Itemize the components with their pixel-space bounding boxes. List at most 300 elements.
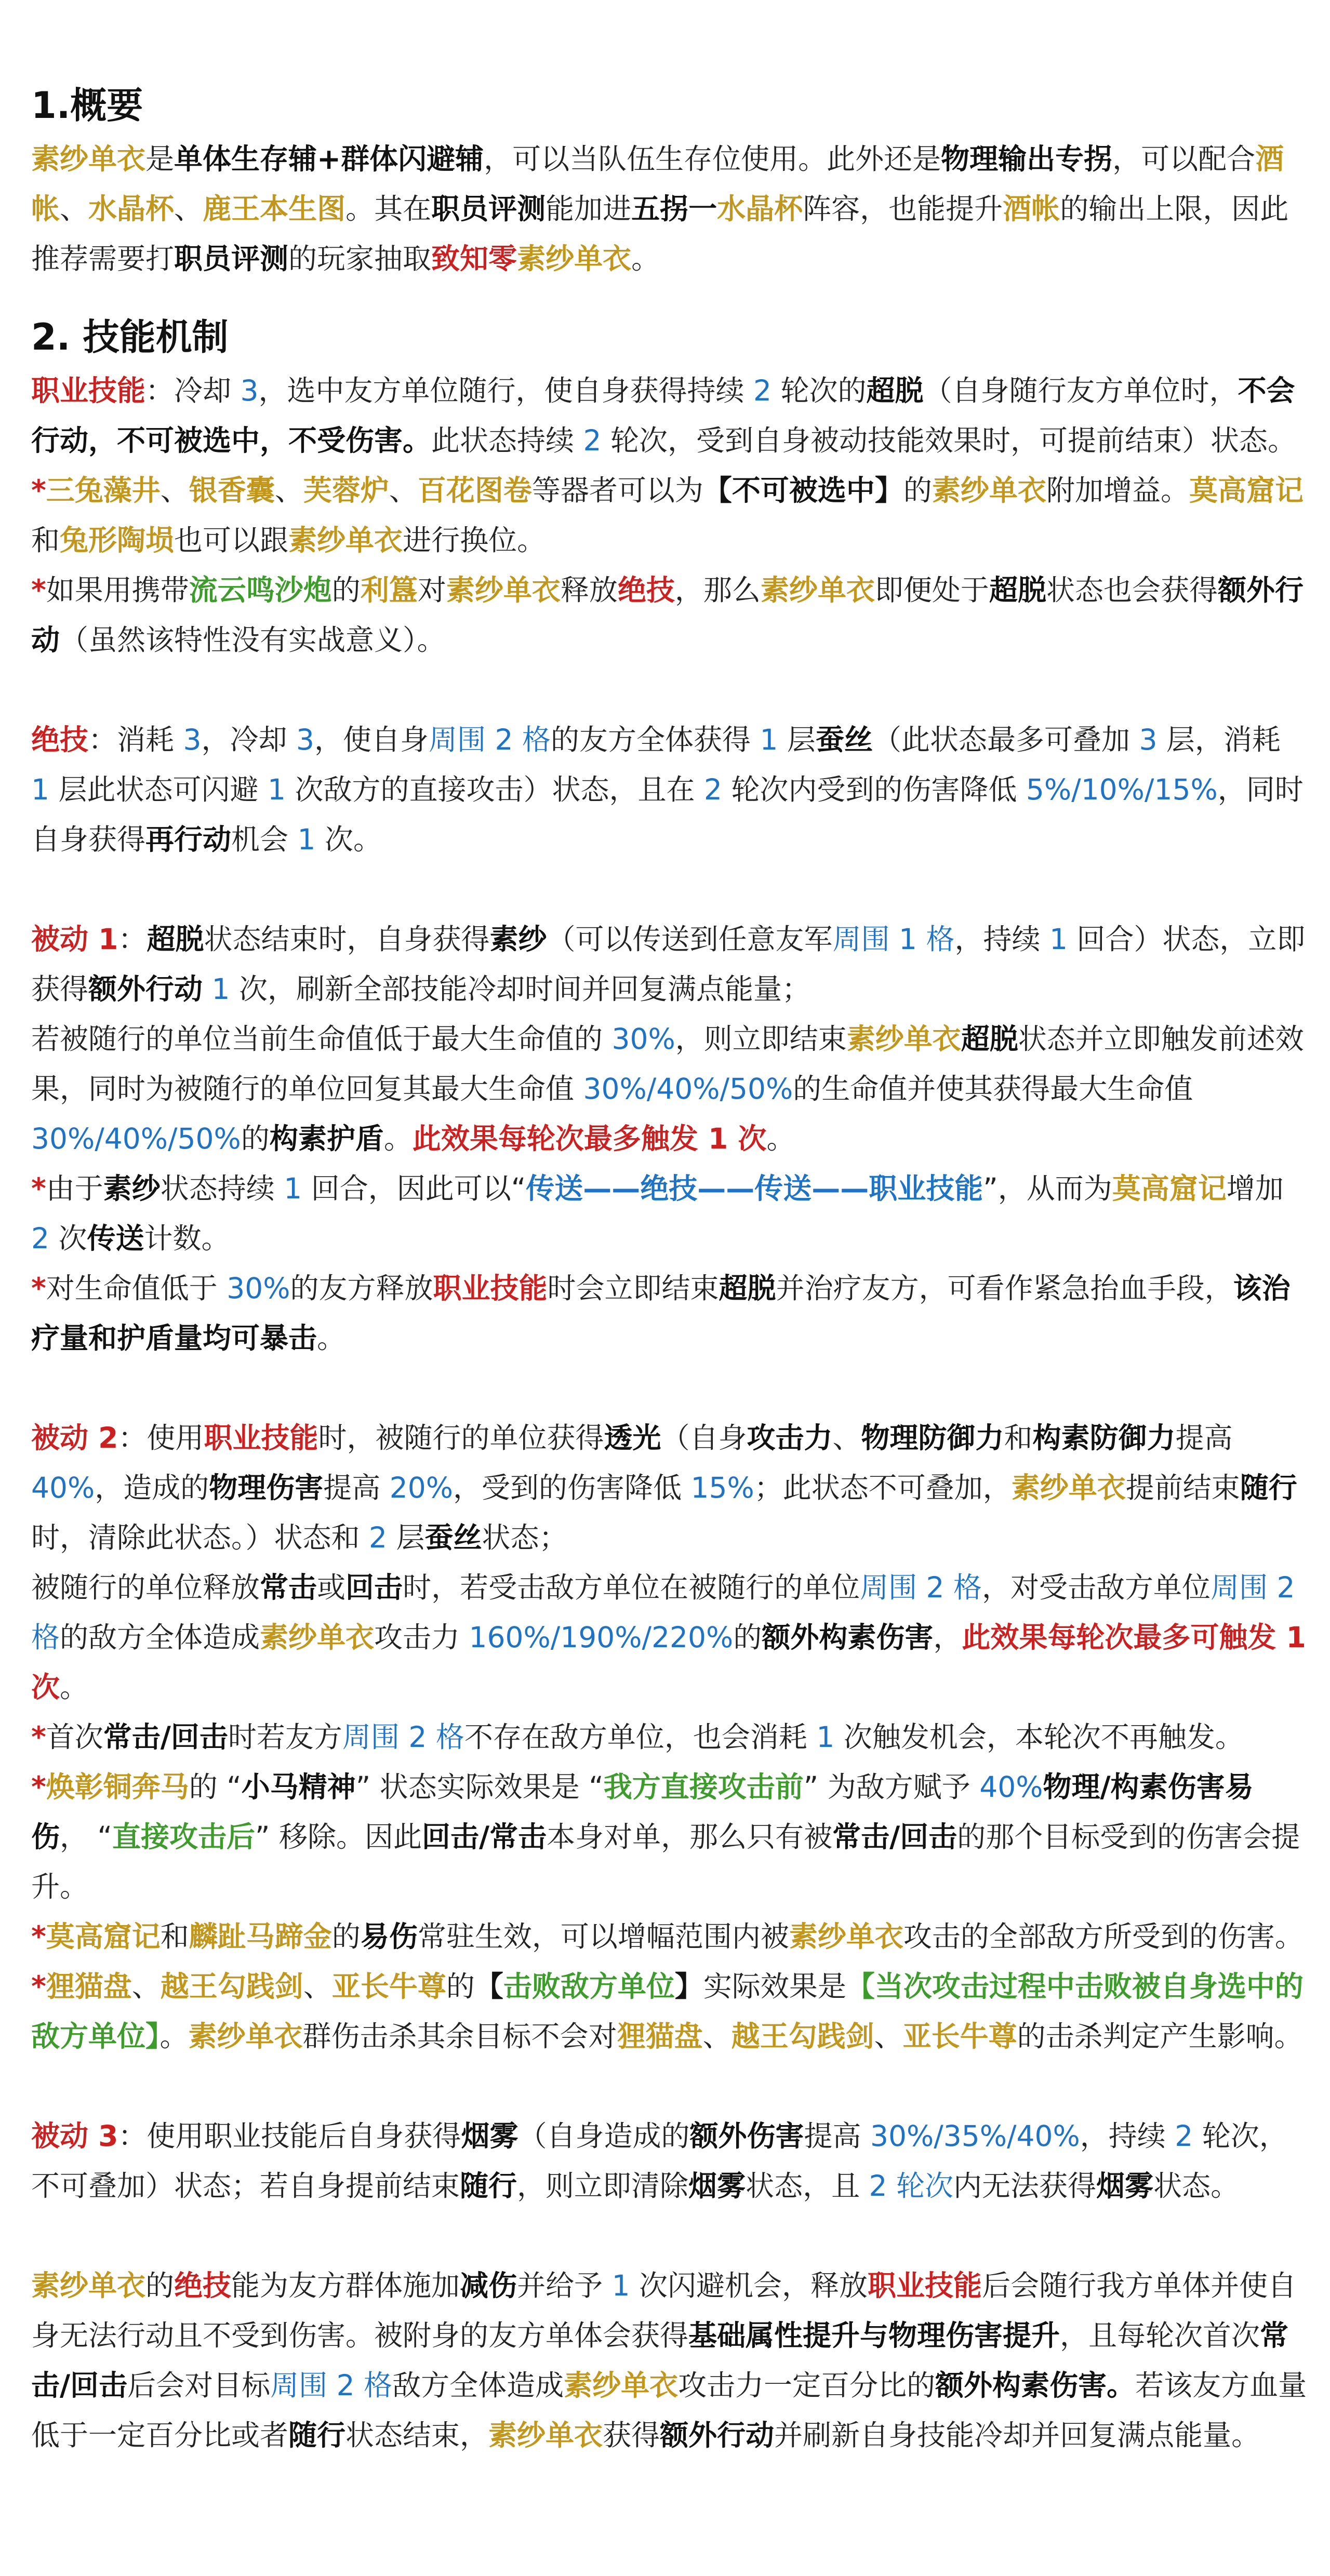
text: 轮次的	[771, 374, 867, 407]
bold-term: 烟雾	[688, 2169, 746, 2203]
red-keyword: 被动 3	[31, 2119, 118, 2153]
text: 的那个目标受到的伤害会提升。	[31, 1820, 1300, 1903]
blue-value: 20%	[389, 1471, 454, 1504]
bold-term: 不会行动，不可被选中，不受伤害。	[31, 374, 1295, 457]
bold-term: 烟雾	[461, 2119, 518, 2153]
text: 首次	[46, 1720, 103, 1754]
blue-value: 5%/10%/15%	[1026, 773, 1218, 806]
text: 、	[160, 474, 189, 507]
bold-term: 透光	[604, 1421, 661, 1454]
red-keyword: 绝技	[617, 573, 675, 607]
bold-term: 常击/回击	[832, 1820, 957, 1853]
gold-name: 素纱单衣	[846, 1022, 961, 1056]
text: 攻击力一定百分比的	[678, 2369, 936, 2402]
text: 状态；	[482, 1521, 568, 1554]
gold-name: 素纱单衣	[1011, 1471, 1126, 1504]
bold-term: 蚕丝	[424, 1521, 482, 1554]
blue-value: 2	[1175, 2119, 1193, 2153]
text: 、	[874, 2020, 903, 2053]
bold-term: 【	[474, 1970, 503, 2003]
red-keyword: *	[31, 474, 46, 507]
job-skill-paragraph	[31, 366, 1307, 465]
gold-name: 素纱单衣	[260, 1621, 375, 1654]
blue-value: 15%	[690, 1471, 754, 1504]
text: 。	[631, 242, 660, 275]
red-keyword: 职业技能	[433, 1272, 548, 1305]
gold-name: 素纱单衣	[288, 524, 403, 557]
red-keyword: 被动 1	[31, 923, 118, 956]
text: 敌方全体造成	[392, 2369, 564, 2402]
text: 轮次，受到自身被动技能效果时，可提前结束）状态。	[601, 424, 1296, 457]
bold-term: 【不可被选中】	[703, 474, 903, 507]
text: 或	[317, 1571, 346, 1604]
text: ，使自身	[314, 723, 429, 756]
text: 若该友方血量低于一定百分比或者	[31, 2369, 1307, 2452]
text: 即便处于	[874, 573, 989, 607]
text: ，则立即结束	[675, 1022, 847, 1056]
gold-name: 素纱单衣	[564, 2369, 679, 2402]
text: 不存在敌方单位，也会消耗	[464, 1720, 817, 1754]
text: 的敌方全体造成	[60, 1621, 260, 1654]
text: ， “	[60, 1820, 112, 1853]
text: ，持续	[1080, 2119, 1175, 2153]
blue-value: 周围 1 格	[832, 923, 955, 956]
text: 的生命值并使其获得最大生命值	[793, 1072, 1193, 1105]
bold-term: 小马精神	[241, 1770, 356, 1804]
red-keyword: *	[31, 573, 46, 607]
text: 和	[31, 524, 60, 557]
text: 的	[241, 1122, 270, 1155]
text: 的	[331, 1920, 361, 1953]
text: 和	[1004, 1421, 1033, 1454]
text: （可以传送到任意友军	[547, 923, 833, 956]
text: 的友方全体获得	[550, 723, 760, 756]
text: 层	[387, 1521, 425, 1554]
text: （自身造成的	[518, 2119, 690, 2153]
blue-value: 2 轮次	[869, 2169, 954, 2203]
text: 状态，且	[746, 2169, 869, 2203]
red-keyword: 绝技	[174, 2269, 232, 2302]
bold-term: 额外构素伤害	[762, 1621, 934, 1654]
gold-name: 百花图卷	[417, 474, 532, 507]
text: ，冷却	[201, 723, 296, 756]
blue-value: 30%/35%/40%	[870, 2119, 1080, 2153]
text: 的玩家抽取	[288, 242, 432, 275]
gold-name: 银香囊	[189, 474, 275, 507]
text: 。其在	[345, 192, 432, 225]
text: 是	[145, 142, 175, 176]
gold-name: 狸猫盘	[46, 1970, 132, 2003]
text: 次	[49, 1222, 87, 1255]
blue-value: 周围 2 格	[429, 723, 551, 756]
blue-value: 3	[1139, 723, 1158, 756]
red-keyword: *	[31, 1920, 46, 1953]
blue-value: 周围 2 格	[31, 1571, 1295, 1654]
text: 、	[832, 1421, 861, 1454]
text: ，同时自身获得	[31, 773, 1304, 856]
text: （此状态最多可叠加	[872, 723, 1139, 756]
text: 和	[160, 1920, 189, 1953]
text: 状态持续	[160, 1172, 284, 1205]
text: ，则立即清除	[517, 2169, 689, 2203]
passive-1-trigger	[31, 1014, 1307, 1164]
text: 能为友方群体施加	[231, 2269, 460, 2302]
text: 的	[446, 1970, 475, 2003]
blue-value: 周围 2 格	[342, 1720, 464, 1754]
blue-value: 30%/40%/50%	[583, 1072, 793, 1105]
gold-name: 狸猫盘	[617, 2020, 703, 2053]
text: 如果用携带	[46, 573, 189, 607]
overview-paragraph	[31, 134, 1307, 284]
bold-term: 烟雾	[1096, 2169, 1154, 2203]
text: 内无法获得	[953, 2169, 1097, 2203]
blue-value: 3	[183, 723, 202, 756]
text: ；此状态不可叠加，	[754, 1471, 1012, 1504]
text: 次，刷新全部技能冷却时间并回复满点能量；	[230, 972, 810, 1006]
gold-name: 三兔藻井	[46, 474, 161, 507]
text: 并刷新自身技能冷却并回复满点能量。	[774, 2419, 1260, 2452]
text: 状态。	[1153, 2169, 1240, 2203]
blue-bold-value: 传送——绝技——传送——职业技能	[526, 1172, 983, 1205]
text: 后会随行我方单体并使自身无法行动且不受到伤害。被附身的友方单体会获得	[31, 2269, 1297, 2352]
text: 的输出上限，因此推荐需要打	[31, 192, 1289, 275]
green-effect: 击败敌方单位	[503, 1970, 675, 2003]
text: 对生命值低于	[46, 1272, 227, 1305]
red-keyword: *	[31, 1970, 46, 2003]
text: 攻击的全部敌方所受到的伤害。	[903, 1920, 1304, 1953]
gold-name: 素纱单衣	[31, 142, 146, 176]
gold-name: 酒帐	[1003, 192, 1060, 225]
bold-term: 超脱	[719, 1272, 776, 1305]
gold-name: 兔形陶埙	[60, 524, 175, 557]
bold-term: 易伤	[360, 1920, 418, 1953]
gold-name: 莫高窟记	[1189, 474, 1304, 507]
blue-value: 1	[267, 773, 286, 806]
text: 提高	[1175, 1421, 1233, 1454]
red-keyword: 绝技	[31, 723, 89, 756]
text: ，那么	[674, 573, 761, 607]
bold-term: 职员评测	[431, 192, 546, 225]
bold-term: 超脱	[989, 573, 1046, 607]
text: 状态并立即触发前述效果，同时为被随行的单位回复其最大生命值	[31, 1022, 1304, 1105]
bold-term: 额外行动	[31, 573, 1304, 657]
red-keyword: 被动 2	[31, 1421, 118, 1454]
passive-2-note-3	[31, 1912, 1307, 1961]
gold-name: 素纱单衣	[932, 474, 1046, 507]
red-keyword: *	[31, 1172, 46, 1205]
text: 。	[159, 2020, 189, 2053]
bold-term: 职员评测	[174, 242, 289, 275]
text: 常驻生效，可以增幅范围内被	[417, 1920, 789, 1953]
bold-term: 素纱	[489, 923, 547, 956]
gold-name: 素纱单衣	[31, 2269, 146, 2302]
bold-term: 随行	[1240, 1471, 1297, 1504]
red-keyword: 职业技能	[204, 1421, 318, 1454]
text: ” 状态实际效果是 “	[355, 1770, 604, 1804]
bold-term: 】	[674, 1970, 703, 2003]
gold-name: 水晶杯	[88, 192, 175, 225]
gold-name: 麟趾马蹄金	[189, 1920, 332, 1953]
text: 由于	[46, 1172, 103, 1205]
text: 时会立即结束	[547, 1272, 719, 1305]
gold-name: 越王勾践剑	[160, 1970, 303, 2003]
bold-term: 超脱	[147, 923, 204, 956]
blue-value: 1	[297, 823, 316, 856]
blue-value: 3	[240, 374, 259, 407]
text: 状态结束，	[345, 2419, 489, 2452]
bold-term: 素纱	[103, 1172, 161, 1205]
red-keyword: 此效果每轮次最多触发 1 次	[412, 1122, 767, 1155]
job-skill-note-2	[31, 565, 1307, 665]
text: 实际效果是	[703, 1970, 846, 2003]
gold-name: 酒帐	[31, 142, 1284, 225]
gold-name: 鹿王本生图	[203, 192, 346, 225]
red-keyword: 此效果每轮次最多可触发 1 次	[31, 1621, 1306, 1704]
gold-name: 越王勾践剑	[731, 2020, 874, 2053]
passive-2-note-2	[31, 1762, 1307, 1912]
text: 轮次，不可叠加）状态；若自身提前结束	[31, 2119, 1288, 2203]
bold-term: 该治疗量和护盾量均可暴击	[31, 1272, 1291, 1355]
blue-value: 40%	[31, 1471, 95, 1504]
text: ：冷却	[145, 374, 241, 407]
blue-value: 30%	[227, 1272, 290, 1305]
blue-value: 40%	[979, 1770, 1043, 1804]
text: 、	[303, 1970, 332, 2003]
red-keyword: *	[31, 1272, 46, 1305]
text: 、	[174, 192, 203, 225]
text: 轮次内受到的伤害降低	[722, 773, 1026, 806]
gold-name: 利簋	[360, 573, 418, 607]
text: 能加进	[546, 192, 632, 225]
text: ，持续	[954, 923, 1049, 956]
ultimate-paragraph	[31, 715, 1307, 864]
bold-term: 单体生存辅+群体闪避辅	[174, 142, 484, 176]
text: ：使用职业技能后自身获得	[118, 2119, 461, 2153]
bold-term: 物理输出专拐	[941, 142, 1113, 176]
text: 进行换位。	[403, 524, 546, 557]
bold-term: 物理/构素伤害易伤	[31, 1770, 1254, 1853]
gold-name: 亚长牛尊	[902, 2020, 1017, 2053]
text: 附加增益。	[1046, 474, 1189, 507]
blue-value: 2	[753, 374, 772, 407]
text: 时，被随行的单位获得	[318, 1421, 604, 1454]
blue-value: 2	[703, 773, 722, 806]
green-effect: 【当次攻击过程中击败被自身选中的敌方单位】	[31, 1970, 1304, 2053]
bold-term: 超脱	[961, 1022, 1018, 1056]
text: 时若友方	[228, 1720, 342, 1754]
gold-name: 素纱单衣	[188, 2020, 303, 2053]
text: 并治疗友方，可看作紧急抬血手段，	[776, 1272, 1233, 1305]
text: 时，清除此状态。）状态和	[31, 1521, 369, 1554]
text: 、	[60, 192, 89, 225]
gold-name: 素纱单衣	[789, 1920, 903, 1953]
text: ，选中友方单位随行，使自身获得持续	[258, 374, 753, 407]
gold-name: 水晶杯	[717, 192, 803, 225]
text: （自身随行友方单位时，	[923, 374, 1238, 407]
text: 、	[389, 474, 418, 507]
text: 增加	[1226, 1172, 1284, 1205]
text: 的	[331, 573, 361, 607]
text: 、	[702, 2020, 732, 2053]
blue-value: 1	[31, 773, 49, 806]
text: （自身	[661, 1421, 747, 1454]
green-effect: 我方直接攻击前	[603, 1770, 804, 1804]
text: 提高	[804, 2119, 870, 2153]
text: 等器者可以为	[531, 474, 703, 507]
text: 状态也会获得	[1046, 573, 1218, 607]
blue-value: 周围 2 格	[860, 1571, 982, 1604]
blue-value: 160%/190%/220%	[469, 1621, 734, 1654]
text: 、	[274, 474, 303, 507]
blue-value: 30%/40%/50%	[31, 1122, 241, 1155]
gold-name: 焕彰铜奔马	[46, 1770, 189, 1804]
blue-value: 1	[816, 1720, 835, 1754]
text: 回合）状态，立即获得	[31, 923, 1306, 1006]
text: 层此状态可闪避	[49, 773, 268, 806]
gold-name: 素纱单衣	[446, 573, 561, 607]
green-effect: 直接攻击后	[112, 1820, 256, 1853]
passive-2-paragraph	[31, 1413, 1307, 1563]
text: 次敌方的直接攻击）状态，且在	[285, 773, 704, 806]
gold-name: 素纱单衣	[517, 242, 632, 275]
text: 获得	[603, 2419, 660, 2452]
text: 次触发机会，本轮次不再触发。	[834, 1720, 1244, 1754]
passive-2-note-1	[31, 1712, 1307, 1762]
text: 状态结束时，自身获得	[204, 923, 490, 956]
blue-value: 1	[611, 2269, 630, 2302]
text: ：使用	[118, 1421, 204, 1454]
text: 的友方释放	[290, 1272, 433, 1305]
bold-term: 构素防御力	[1032, 1421, 1176, 1454]
text: 提前结束	[1125, 1471, 1240, 1504]
blue-value: 周围 2 格	[270, 2369, 393, 2402]
text: ，对受击敌方单位	[982, 1571, 1211, 1604]
green-effect: 流云鸣沙炮	[189, 573, 332, 607]
bold-term: 随行	[288, 2419, 346, 2452]
red-keyword: 致知零	[431, 242, 517, 275]
text: 本身对单，那么只有被	[547, 1820, 833, 1853]
text: 若被随行的单位当前生命值低于最大生命值的	[31, 1022, 612, 1056]
text: 回合，因此可以“	[302, 1172, 526, 1205]
job-skill-note-1	[31, 465, 1307, 565]
bold-term: 常击	[260, 1571, 317, 1604]
text: 的击杀判定产生影响。	[1017, 2020, 1303, 2053]
text: 并给予	[517, 2269, 612, 2302]
text: 提高	[323, 1471, 390, 1504]
gold-name: 莫高窟记	[1112, 1172, 1227, 1205]
text: 对	[417, 573, 446, 607]
text: 释放	[560, 573, 618, 607]
bold-term: 再行动	[145, 823, 232, 856]
bold-term: 蚕丝	[815, 723, 873, 756]
passive-1-note-2	[31, 1263, 1307, 1363]
text: 的 “	[189, 1770, 242, 1804]
text: ”，从而为	[983, 1172, 1112, 1205]
blue-value: 1	[1049, 923, 1068, 956]
red-keyword: 职业技能	[31, 374, 146, 407]
bold-term: 物理伤害	[209, 1471, 324, 1504]
bold-term: 减伤	[460, 2269, 517, 2302]
text: 次闪避机会，释放	[630, 2269, 868, 2302]
text: 。	[60, 1671, 89, 1704]
summary-paragraph	[31, 2261, 1307, 2460]
text: ，造成的	[95, 1471, 209, 1504]
bold-term: 超脱	[866, 374, 924, 407]
text: 。	[766, 1122, 795, 1155]
text: 也可以跟	[174, 524, 289, 557]
text: 层	[778, 723, 816, 756]
bold-term: 额外构素伤害。	[935, 2369, 1136, 2402]
text: 的	[733, 1621, 762, 1654]
red-keyword: *	[31, 1770, 46, 1804]
text: 被随行的单位释放	[31, 1571, 260, 1604]
blue-value: 1	[211, 972, 230, 1006]
bold-term: 随行	[460, 2169, 517, 2203]
gold-name: 素纱单衣	[488, 2419, 603, 2452]
bold-term: 传送	[87, 1222, 144, 1255]
passive-3-paragraph	[31, 2111, 1307, 2211]
section-1-heading: 1.概要	[31, 84, 143, 127]
section-2-heading: 2. 技能机制	[31, 316, 229, 358]
text: ，受到的伤害降低	[453, 1471, 691, 1504]
blue-value: 2	[583, 424, 602, 457]
text: 阵容，也能提升	[803, 192, 1003, 225]
blue-value: 3	[296, 723, 314, 756]
text: ，且每轮次首次	[1060, 2319, 1260, 2352]
text: 群伤击杀其余目标不会对	[302, 2020, 617, 2053]
bold-term: 额外行动	[88, 972, 203, 1006]
bold-term: 回击/常击	[422, 1820, 547, 1853]
bold-term: 攻击力	[747, 1421, 833, 1454]
text: ” 为敌方赋予	[803, 1770, 980, 1804]
passive-1-paragraph	[31, 914, 1307, 1014]
text: 计数。	[144, 1222, 230, 1255]
text: ，	[933, 1621, 962, 1654]
text: 后会对目标	[127, 2369, 271, 2402]
text: 机会	[231, 823, 298, 856]
gold-name: 亚长牛尊	[331, 1970, 446, 2003]
blue-value: 2	[31, 1222, 49, 1255]
text: 时，若受击敌方单位在被随行的单位	[403, 1571, 860, 1604]
text: 。	[383, 1122, 413, 1155]
red-keyword: *	[31, 1720, 46, 1754]
gold-name: 芙蓉炉	[303, 474, 389, 507]
text: 、	[131, 1970, 161, 2003]
text: ：	[118, 923, 147, 956]
text: ，可以配合	[1112, 142, 1256, 176]
text: 此状态持续	[431, 424, 583, 457]
passive-2-note-4	[31, 1961, 1307, 2061]
text: ，可以当队伍生存位使用。此外还是	[484, 142, 941, 176]
text: 层，消耗	[1157, 723, 1281, 756]
red-keyword: 职业技能	[868, 2269, 982, 2302]
blue-value: 30%	[611, 1022, 675, 1056]
blue-value: 1	[760, 723, 778, 756]
text: 的	[145, 2269, 175, 2302]
bold-term: 额外行动	[660, 2419, 775, 2452]
passive-2-trigger	[31, 1563, 1307, 1712]
bold-term: 回击	[345, 1571, 403, 1604]
text: 次。	[315, 823, 382, 856]
text: （虽然该特性没有实战意义）。	[60, 623, 446, 657]
bold-term: 常击/回击	[31, 2319, 1289, 2402]
passive-1-note-1	[31, 1164, 1307, 1263]
blue-value: 2	[368, 1521, 387, 1554]
blue-value: 1	[284, 1172, 302, 1205]
text: 。	[317, 1322, 346, 1355]
text	[203, 972, 211, 1006]
text: ：消耗	[88, 723, 183, 756]
